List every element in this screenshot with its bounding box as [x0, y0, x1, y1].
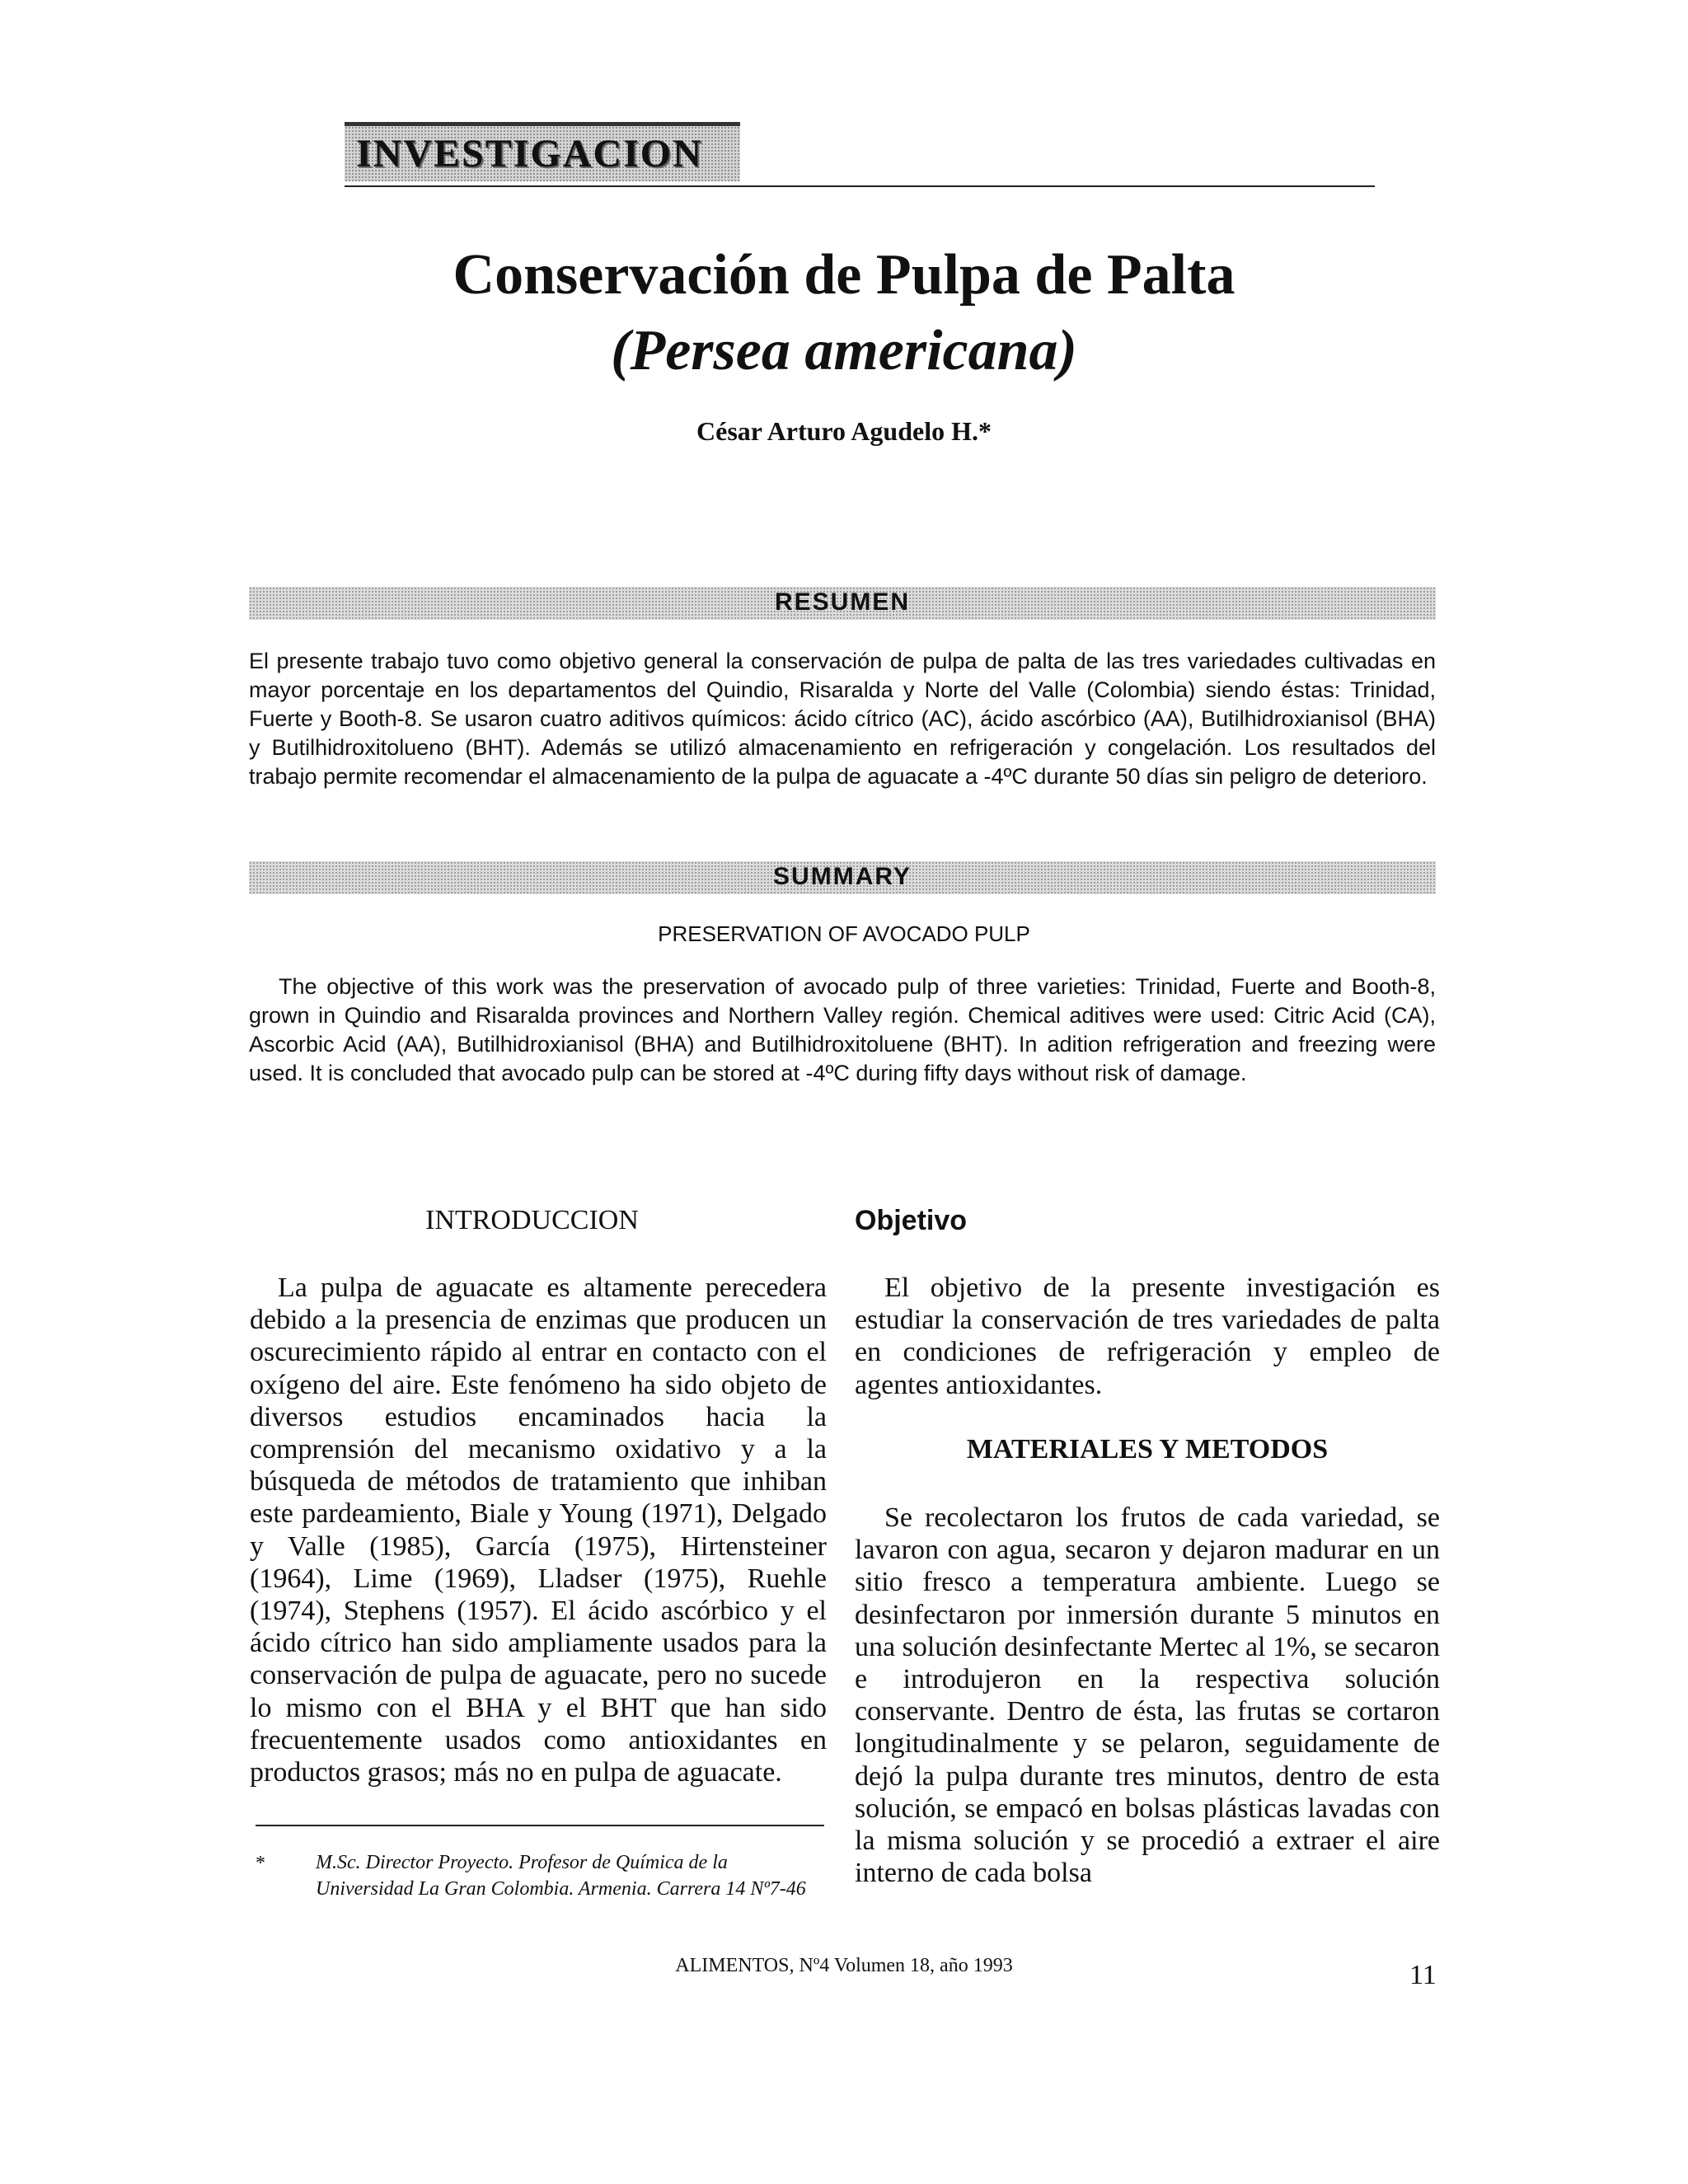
- footnote-text: M.Sc. Director Proyecto. Profesor de Química de la Universidad La Gran Colombia. Armenia. Carrera 14 Nº7-46: [316, 1852, 806, 1900]
- resumen-text: El presente trabajo tuvo como objetivo general la conservación de pulpa de palta de las tres variedades cultivadas en mayor porcentaje en los departamentos del Quindio, Risaralda y Norte del Valle (Colombia) siendo éstas: Trinidad, Fuerte y Booth-8. Se usaron cuatro aditivos químicos: ácido cítrico (AC), ácido ascórbico (AA), Butilhidroxianisol (BHA) y Butilhidroxitolueno (BHT). Además se utilizó almacenamiento en refrigeración y congelación. Los resultados del trabajo permite recomendar el almacenamiento de la pulpa de aguacate a -4ºC durante 50 días sin peligro de deterioro.: [249, 649, 1436, 789]
- article-title: Conservación de Pulpa de Palta: [452, 243, 1236, 307]
- section-label: [345, 122, 740, 181]
- resumen-heading-bar: [249, 587, 1436, 620]
- summary-title: PRESERVATION OF AVOCADO PULP: [658, 921, 1030, 946]
- introduccion-text: La pulpa de aguacate es altamente perecedera debido a la presencia de enzimas que producen un oscurecimiento rápido al entrar en contacto con el oxígeno del aire. Este fenómeno ha sido objeto de diversos estudios encaminados hacia la comprensión del mecanismo oxidativo y a la búsqueda de métodos de tratamiento que inhiban este pardeamiento, Biale y Young (1971), Delgado y Valle (1985), García (1975), Hirtensteiner (1964), Lime (1969), Lladser (1975), Ruehle (1974), Stephens (1957). El ácido ascórbico y el ácido cítrico han sido ampliamente usados para la conservación de pulpa de aguacate, pero no sucede lo mismo con el BHA y el BHT que han sido frecuentemente usados como antioxidantes en productos grasos; más no en pulpa de aguacate.: [250, 1272, 827, 1788]
- article-subtitle: (Persea americana): [611, 319, 1077, 382]
- footnote-mark: *: [256, 1853, 265, 1874]
- introduccion-heading: INTRODUCCION: [425, 1205, 639, 1235]
- header-rule: [345, 185, 1375, 187]
- materiales-text: Se recolectaron los frutos de cada variedad, se lavaron con agua, secaron y dejaron madurar en un sitio fresco a temperatura ambiente. Luego se desinfectaron por inmersión durante 5 minutos en una solución desinfectante Mertec al 1%, se secaron e introdujeron en la respectiva solución conservante. Dentro de ésta, las frutas se cortaron longitudinalmente y se pelaron, seguidamente de dejó la pulpa durante tres minutos, dentro de esta solución, se empacó en bolsas plásticas lavadas con la misma solución y se procedió a extraer el aire interno de cada bolsa: [855, 1502, 1440, 1889]
- summary-heading: SUMMARY: [773, 863, 912, 890]
- summary-heading-bar: [249, 861, 1436, 894]
- objetivo-text: El objetivo de la presente investigación es estudiar la conservación de tres variedades de palta en condiciones de refrigeración y empleo de agentes antioxidantes.: [855, 1272, 1440, 1400]
- journal-footer: ALIMENTOS, Nº4 Volumen 18, año 1993: [675, 1955, 1013, 1976]
- section-label-text: INVESTIGACION: [356, 132, 703, 176]
- resumen-heading: RESUMEN: [774, 588, 910, 616]
- objetivo-heading: Objetivo: [855, 1205, 968, 1236]
- summary-text: The objective of this work was the preservation of avocado pulp of three varieties: Trinidad, Fuerte and Booth-8, grown in Quindio and Risaralda provinces and Northern Valley región. Chemical aditives were used: Citric Acid (CA), Ascorbic Acid (AA), Butilhidroxianisol (BHA) and Butilhidroxitoluene (BHT). In adition refrigeration and freezing were used. It is concluded that avocado pulp can be stored at -4ºC during fifty days without risk of damage.: [249, 974, 1436, 1085]
- footnote-rule: [256, 1825, 824, 1826]
- materiales-heading: MATERIALES Y METODOS: [966, 1434, 1329, 1465]
- page-number: 11: [1409, 1960, 1437, 1990]
- author-name: César Arturo Agudelo H.*: [696, 416, 992, 446]
